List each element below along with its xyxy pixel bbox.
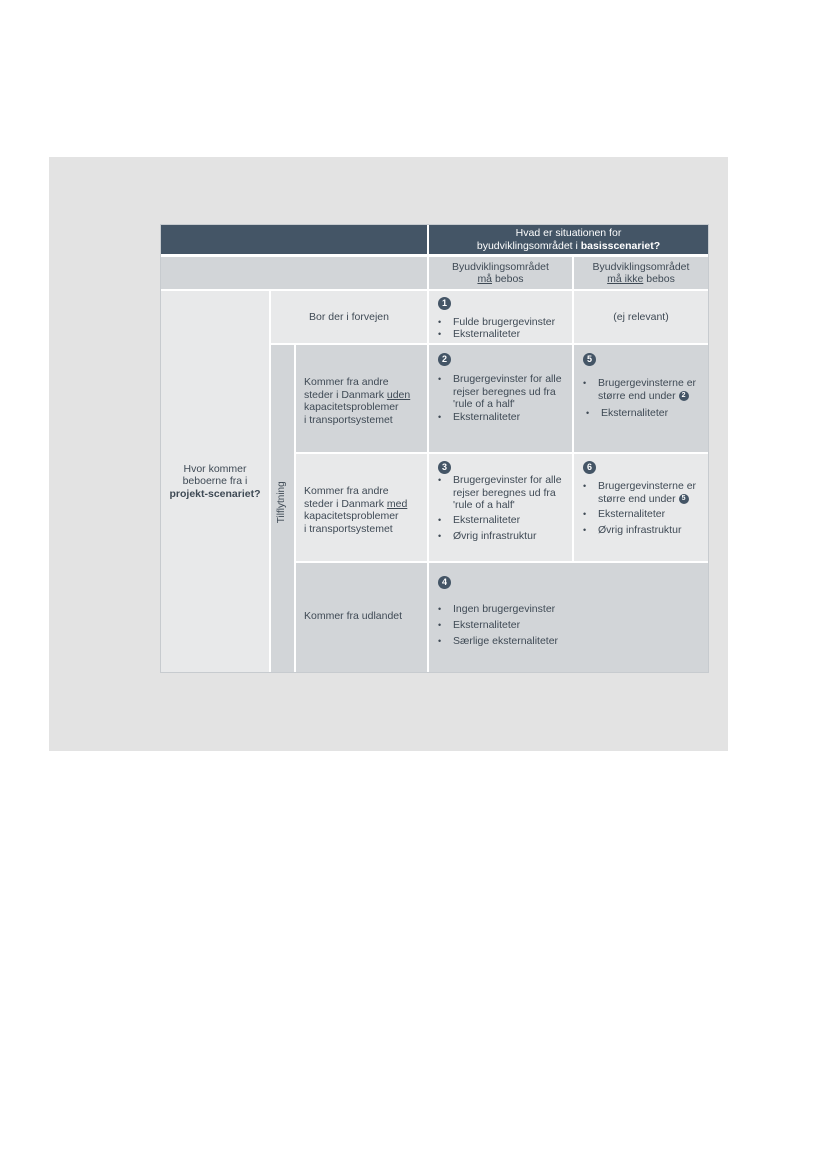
- bullet-text: • Eksternaliteter: [598, 508, 665, 521]
- bullet-text: • Brugergevinster for alle rejser beregnes ud fra 'rule of a half': [453, 474, 562, 512]
- number-badge-2: 2: [438, 353, 451, 366]
- row-label-bor-der: Bor der i forvejen: [271, 291, 427, 343]
- bullet-text: • Brugergevinsterne er større end under 2: [598, 377, 696, 402]
- situation-matrix: [160, 224, 709, 673]
- reference-badge-2: 2: [679, 391, 689, 401]
- number-badge-3: 3: [438, 461, 451, 474]
- header-question-line2: byudviklingsområdet i basisscenariet?: [476, 239, 661, 252]
- bullet-text: • Øvrig infrastruktur: [598, 524, 681, 537]
- header-blank: [161, 225, 427, 254]
- bullet-text: • Eksternaliteter: [453, 328, 520, 341]
- bullet-text: • Eksternaliteter: [453, 411, 520, 424]
- reference-badge-5: 5: [679, 494, 689, 504]
- number-badge-1: 1: [438, 297, 451, 310]
- left-question: Hvor kommer beboerne fra i projekt-scenariet?: [161, 291, 269, 672]
- bullet-text: • Brugergevinster for alle rejser beregnes ud fra 'rule of a half': [453, 373, 562, 411]
- header-question: [429, 225, 708, 254]
- cell-5: [574, 345, 708, 452]
- subheader-col2: Byudviklingsområdet må ikke bebos: [574, 257, 708, 289]
- cell-1: [429, 291, 572, 343]
- cell-ej-relevant: (ej relevant): [574, 291, 708, 343]
- bullet-text: • Eksternaliteter: [601, 407, 668, 420]
- subheader-blank: [161, 257, 427, 289]
- cell-3: [429, 454, 572, 561]
- number-badge-5: 5: [583, 353, 596, 366]
- number-badge-4: 4: [438, 576, 451, 589]
- row-label-uden: Kommer fra andre steder i Danmark uden kapacitetsproblemer i transportsystemet: [296, 345, 427, 452]
- tilflytning-label: Tilflytning: [271, 345, 294, 672]
- header-question-line1: Hvad er situationen for: [515, 227, 622, 239]
- bullet-text: • Fulde brugergevinster: [453, 316, 555, 329]
- cell-6: [574, 454, 708, 561]
- bullet-text: • Særlige eksternaliteter: [453, 635, 558, 648]
- subheader-col1: Byudviklingsområdet må bebos: [429, 257, 572, 289]
- number-badge-6: 6: [583, 461, 596, 474]
- cell-4: [429, 563, 708, 672]
- row-label-udlandet: Kommer fra udlandet: [296, 563, 427, 672]
- bullet-text: • Brugergevinsterne er større end under 5: [598, 480, 696, 505]
- row-label-med: Kommer fra andre steder i Danmark med kapacitetsproblemer i transportsystemet: [296, 454, 427, 561]
- bullet-text: • Eksternaliteter: [453, 514, 520, 527]
- cell-2: [429, 345, 572, 452]
- bullet-text: • Eksternaliteter: [453, 619, 520, 632]
- bullet-text: • Ingen brugergevinster: [453, 603, 555, 616]
- bullet-text: • Øvrig infrastruktur: [453, 530, 536, 543]
